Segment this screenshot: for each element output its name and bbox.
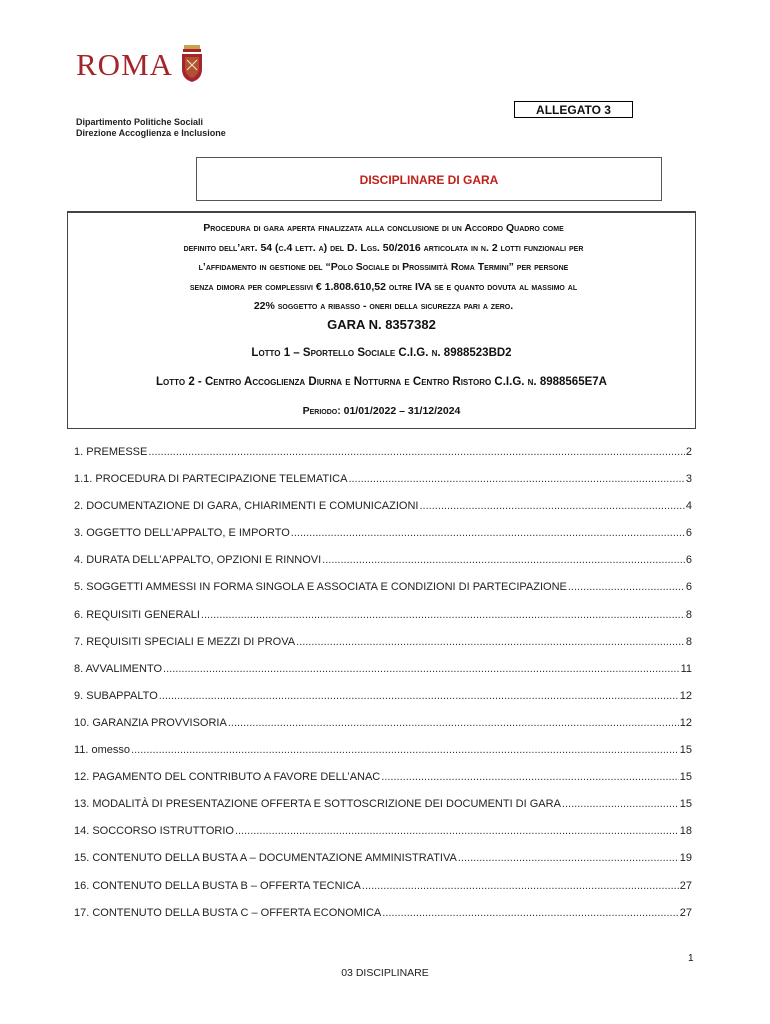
toc-entry[interactable] xyxy=(74,609,692,636)
procedure-box xyxy=(67,211,696,429)
toc-page: 6 xyxy=(685,581,692,594)
toc-leader xyxy=(562,798,679,810)
toc-page: 18 xyxy=(679,825,692,838)
toc-page: 3 xyxy=(685,473,692,486)
toc-entry[interactable] xyxy=(74,663,692,690)
toc-label: 8. AVVALIMENTO xyxy=(74,662,163,675)
procedure-line: senza dimora per complessivi € 1.808.610,52 oltre IVA se e quanto dovuta al massimo al xyxy=(189,280,578,293)
toc-page: 2 xyxy=(685,446,692,458)
document-title: DISCIPLINARE DI GARA xyxy=(359,173,499,187)
roma-crest-icon xyxy=(179,45,205,83)
toc-entry[interactable] xyxy=(74,880,692,907)
toc-entry[interactable] xyxy=(74,527,692,554)
procedure-description xyxy=(82,219,685,317)
toc-label: 7. REQUISITI SPECIALI E MEZZI DI PROVA xyxy=(74,635,296,648)
toc-label: 13. MODALITÀ DI PRESENTAZIONE OFFERTA E SOTTOSCRIZIONE DEI DOCUMENTI DI GARA xyxy=(74,798,561,811)
toc-entry[interactable] xyxy=(74,636,692,663)
toc-label: 11. omesso xyxy=(74,744,131,757)
toc-leader xyxy=(458,852,679,864)
toc-entry[interactable] xyxy=(74,554,692,581)
toc-label: 12. PAGAMENTO DEL CONTRIBUTO A FAVORE DELL’ANAC xyxy=(74,771,381,784)
procedure-line: 22% soggetto a ribasso - oneri della sicurezza pari a zero. xyxy=(253,300,514,312)
toc-entry[interactable] xyxy=(74,446,692,473)
toc-label: 1. PREMESSE xyxy=(74,446,148,458)
page-number: 1 xyxy=(688,953,694,964)
document-title-box xyxy=(196,157,662,201)
logo-text: ROMA xyxy=(76,46,174,82)
lotto-2: Lotto 2 - Centro Accoglienza Diurna e Notturna e Centro Ristoro C.I.G. n. 8988565E7A xyxy=(156,376,607,388)
toc-label: 6. REQUISITI GENERALI xyxy=(74,608,200,621)
directorate-name: Direzione Accoglienza e Inclusione xyxy=(76,128,226,138)
toc-page: 6 xyxy=(685,527,692,540)
department-block xyxy=(76,117,226,139)
toc-label: 3. OGGETTO DELL’APPALTO, E IMPORTO xyxy=(74,527,290,540)
toc-page: 15 xyxy=(679,771,692,784)
toc-entry[interactable] xyxy=(74,581,692,608)
toc-page: 11 xyxy=(680,662,692,675)
toc-leader xyxy=(159,690,679,702)
toc-leader xyxy=(381,771,678,783)
toc-leader xyxy=(228,717,679,729)
footer-doc-name: 03 DISCIPLINARE xyxy=(341,967,429,979)
toc-page: 19 xyxy=(679,852,692,865)
procedure-line: definito dell’art. 54 (c.4 lett. a) del D. Lgs. 50/2016 articolata in n. 2 lotti funzionali per xyxy=(183,241,584,254)
toc-page: 12 xyxy=(679,716,692,729)
toc-page: 12 xyxy=(679,689,692,702)
toc-label: 1.1. PROCEDURA DI PARTECIPAZIONE TELEMATICA xyxy=(74,473,348,486)
toc-leader xyxy=(163,663,680,675)
toc-leader xyxy=(362,880,679,892)
toc-leader xyxy=(148,446,685,458)
toc-entry[interactable] xyxy=(74,500,692,527)
procedure-line: l’affidamento in gestione del “Polo Sociale di Prossimità Roma Termini” per persone xyxy=(198,261,569,273)
toc-leader xyxy=(201,609,685,621)
toc-leader xyxy=(131,744,679,756)
periodo: Periodo: 01/01/2022 – 31/12/2024 xyxy=(302,405,461,417)
toc-label: 14. SOCCORSO ISTRUTTORIO xyxy=(74,825,234,838)
toc-page: 15 xyxy=(679,744,692,757)
lotto-1: Lotto 1 – Sportello Sociale C.I.G. n. 8988523BD2 xyxy=(251,347,512,359)
toc-page: 8 xyxy=(685,608,692,621)
gara-number: GARA N. 8357382 xyxy=(327,317,436,332)
toc-page: 8 xyxy=(685,635,692,648)
toc-entry[interactable] xyxy=(74,473,692,500)
toc-leader xyxy=(322,554,685,566)
toc-leader xyxy=(348,473,684,485)
table-of-contents xyxy=(74,446,692,934)
toc-leader xyxy=(419,500,684,512)
toc-leader xyxy=(568,581,685,593)
roma-logo xyxy=(76,44,205,84)
toc-leader xyxy=(291,527,685,539)
toc-label: 15. CONTENUTO DELLA BUSTA A – DOCUMENTAZIONE AMMINISTRATIVA xyxy=(74,852,457,865)
toc-label: 17. CONTENUTO DELLA BUSTA C – OFFERTA ECONOMICA xyxy=(74,906,382,919)
toc-label: 16. CONTENUTO DELLA BUSTA B – OFFERTA TECNICA xyxy=(74,879,361,892)
toc-label: 2. DOCUMENTAZIONE DI GARA, CHIARIMENTI E COMUNICAZIONI xyxy=(74,500,419,513)
toc-label: 4. DURATA DELL’APPALTO, OPZIONI E RINNOVI xyxy=(74,554,322,567)
toc-leader xyxy=(382,907,678,919)
toc-label: 10. GARANZIA PROVVISORIA xyxy=(74,716,227,729)
toc-entry[interactable] xyxy=(74,907,692,934)
toc-page: 27 xyxy=(679,879,692,892)
toc-entry[interactable] xyxy=(74,771,692,798)
toc-entry[interactable] xyxy=(74,798,692,825)
toc-entry[interactable] xyxy=(74,690,692,717)
allegato-label: ALLEGATO 3 xyxy=(514,101,633,118)
toc-label: 9. SUBAPPALTO xyxy=(74,689,158,702)
toc-leader xyxy=(296,636,685,648)
toc-page: 27 xyxy=(679,906,692,919)
toc-page: 15 xyxy=(679,798,692,811)
toc-entry[interactable] xyxy=(74,852,692,879)
toc-page: 6 xyxy=(685,554,692,567)
toc-label: 5. SOGGETTI AMMESSI IN FORMA SINGOLA E ASSOCIATA E CONDIZIONI DI PARTECIPAZIONE xyxy=(74,581,567,594)
procedure-line: Procedura di gara aperta finalizzata alla conclusione di un Accordo Quadro come xyxy=(203,222,564,234)
department-name: Dipartimento Politiche Sociali xyxy=(76,117,204,127)
toc-entry[interactable] xyxy=(74,717,692,744)
toc-entry[interactable] xyxy=(74,744,692,771)
toc-leader xyxy=(235,825,679,837)
toc-entry[interactable] xyxy=(74,825,692,852)
toc-page: 4 xyxy=(685,500,692,513)
